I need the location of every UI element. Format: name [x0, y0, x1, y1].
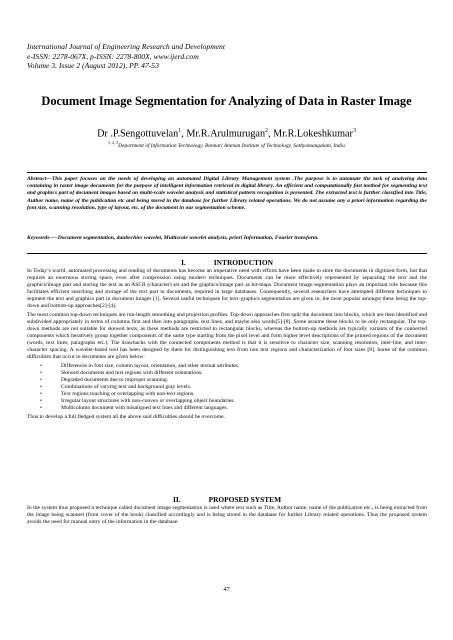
section-title: PROPOSED SYSTEM — [208, 495, 282, 504]
paragraph: Thus to develop a full fledged system all the above said difficulties should be overcome. — [27, 413, 225, 420]
journal-header — [27, 42, 427, 71]
journal-issn: e-ISSN: 2278-067X, p-ISSN: 2278-800X, www.ijerd.com — [27, 51, 199, 61]
section-heading — [27, 258, 427, 267]
list-item: • Irregular layout structures with non-convex or overlapping object boundaries. — [27, 398, 427, 405]
affiliation-text: Department of Information Technology, Bannari Amman Institute of Technology, Sathyamangalam, India — [118, 142, 345, 149]
author-separator: , — [268, 128, 274, 140]
abstract: Abstract—This paper focuses on the needs of developing an automated Digital Library Management system .The purpose is to automate the task of analyzing data containing in raster image documents for the purpose of intelligent information retrieval in digital library. An efficient and computationally fast method for segmenting text and graphics part of document images based on multi-scale wavelet analysis and statistical pattern recognition is presented. The extracted text is further classified into Title, Author name, name of the publication etc and being stored in the database for further Library related operations. We do not assume any a priori information regarding the font size, scanning resolution, type of layout, etc. of the document in our segmentation scheme. — [27, 176, 427, 211]
author-separator: , — [181, 128, 187, 140]
author-name: Mr.R.Lokeshkumar — [273, 128, 353, 140]
introduction-body — [27, 268, 427, 422]
rule-divider — [27, 172, 427, 173]
keywords: Keywords—–Document segmentation, daubechies wavelet, Multiscale wavelet analysis, priori Information, Fourier transform. — [27, 235, 319, 241]
journal-volume: Volume 3, Issue 2 (August 2012), PP. 47-53 — [27, 61, 159, 71]
list-item: • Multicolumn document with misaligned text lines and different languages. — [27, 405, 427, 412]
rule-divider — [27, 253, 427, 254]
page-number: 47 — [223, 586, 230, 593]
author-affiliation-mark: 3 — [352, 128, 356, 134]
author-name: Mr.R.Arulmurugan — [186, 128, 266, 140]
list-item: • Degraded documents due to improper scanning. — [27, 377, 427, 384]
paragraph: In the system thus proposed a technique called document image segmentation is used where text such as Title, Author name, name of the publication etc., is being extracted from the image being scanned (front cover of the book) classified accordingly and is being stored in the database for further Library related operations. Thus the proposed system avoids the need for manual entry of the information in the database. — [27, 505, 427, 526]
paragraph: In Today’s world, automated processing and reading of documents has become an imperative need with efforts have been made to store the documents in digitized form, but that requires an enormous storing space, even after compression using modern techniques. Documents can be more effectively represented by separating the text and the graphics/image part and storing the text as an ASCII (character) set and the graphics/image part as bit-maps. Document image segmentation plays an important role because this facilitates efficient searching and storage of the text part in documents, required in large databases. Consequently, several researchers have attempted different techniques to segment the text and graphics part in document images [1]. Several useful techniques for text–graphics segmentation are given in, the most popular amongst these being the top-down and bottom-up approaches[2]-[4]. — [27, 268, 427, 310]
journal-name: International Journal of Engineering Research and Development — [27, 42, 225, 51]
list-item: • Text regions touching or overlapping with non-text regions. — [27, 391, 427, 398]
paragraph: The most common top-down techniques are run-length smoothing and projection profiles. Top-down approaches first split the document into blocks, which are then identified and subdivided appropriately in terms of columns first and then into paragraphs, text lines, and maybe also words[5]-[8]. Some assume these blocks to be only rectangular. The top-down methods are not suitable for skewed texts, as these methods are restricted to rectangular blocks, whereas the bottom-up methods are typically variants of the connected components which iteratively group together components of the same type starting from the pixel level and form higher level descriptions of the printed regions of the document (words, text lines, paragraphs etc.). The drawbacks with the connected components method is that it is sensitive to character size, scanning resolution, inter-line, and inter-character spacing. A wavelet-based tool has been designed by them for distinguishing text from non text regions and characterization of font sizes [8]. Some of the common difficulties that occur in documents are given below: — [27, 311, 427, 361]
affiliation-mark: 1, 2, 3 — [108, 140, 119, 145]
author-name: Dr .P.Sengottuvelan — [97, 128, 179, 140]
list-item: • Combinations of varying text and background gray levels. — [27, 384, 427, 391]
proposed-system-body — [27, 505, 427, 527]
author-affiliation-mark: 1 — [178, 128, 182, 134]
paper-title: Document Image Segmentation for Analyzing of Data in Raster Image — [41, 94, 412, 108]
list-item: • Differences in font size, column layout, orientation, and other textual attributes. — [27, 363, 427, 370]
author-affiliation — [30, 139, 423, 150]
section-heading — [27, 495, 427, 504]
section-number: I. — [181, 258, 186, 267]
section-number: II. — [172, 495, 181, 504]
list-item: • Skewed documents and text regions with different orientations. — [27, 370, 427, 377]
author-affiliation-mark: 2 — [265, 128, 269, 134]
difficulties-list — [27, 363, 427, 413]
section-title: INTRODUCTION — [213, 258, 273, 267]
